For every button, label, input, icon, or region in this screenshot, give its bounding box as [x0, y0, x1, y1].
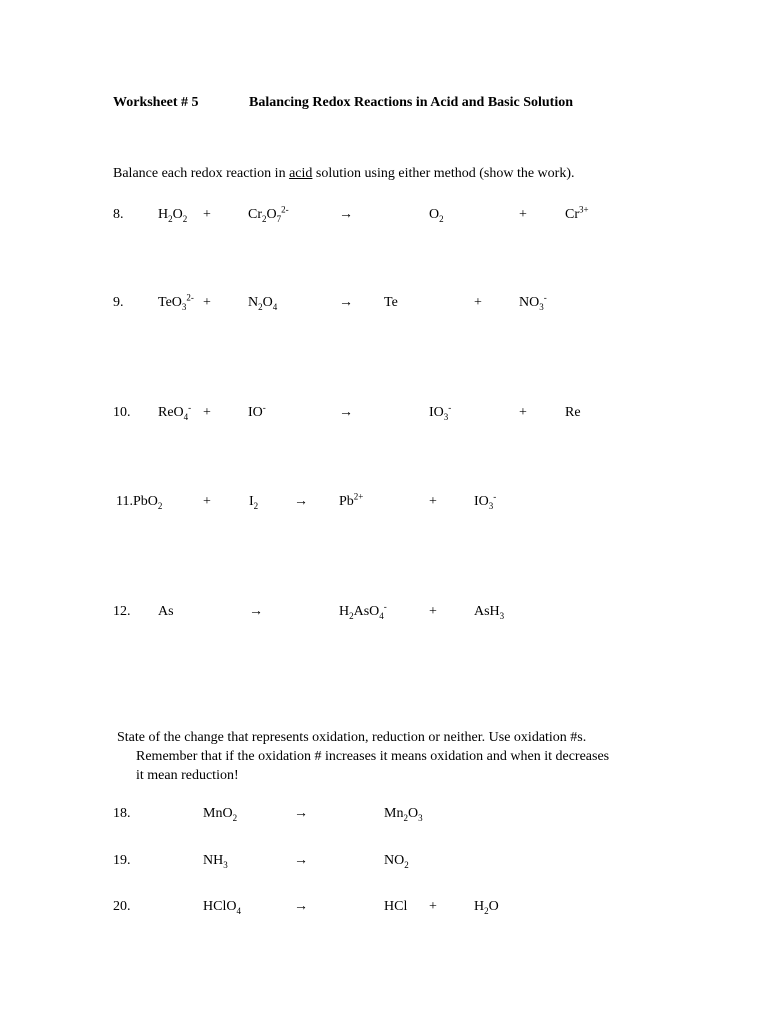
- q19-product: $NO_2$: [384, 853, 409, 870]
- q9-product-1: Te: [384, 295, 398, 310]
- worksheet-title: Balancing Redox Reactions in Acid and Basic Solution: [249, 95, 574, 110]
- q12-plus: +: [429, 604, 437, 619]
- q8-arrow: →: [339, 207, 353, 222]
- worksheet-label: Worksheet # 5: [113, 95, 199, 110]
- q10-reactant-1: ReO$_4$-: [158, 402, 192, 422]
- q10-plus-1: +: [203, 405, 211, 420]
- question-12-number: 12.: [113, 604, 131, 619]
- q20-product-1: HCl: [384, 899, 408, 914]
- question-10-number: 10.: [113, 405, 131, 420]
- q10-arrow: →: [339, 405, 353, 420]
- q8-product-2: $Cr^{3+}$: [565, 204, 589, 222]
- q11-reactant-1: PbO$_2$: [132, 494, 163, 511]
- q11-product-2: $IO_3^-$: [474, 491, 497, 511]
- q10-product-2: Re: [565, 405, 581, 420]
- q12-reactant-1: As: [158, 604, 174, 619]
- question-8-number: 8.: [113, 207, 124, 222]
- q8-reactant-1: $H_2O_2$: [158, 207, 188, 224]
- q9-plus-2: +: [474, 295, 482, 310]
- q20-plus: +: [429, 899, 437, 914]
- acid-instruction: Balance each redox reaction in acid solution using either method (show the work).: [113, 166, 575, 181]
- q11-plus-1: +: [203, 494, 211, 509]
- q20-arrow: →: [294, 899, 308, 914]
- q20-reactant: HClO$_4$: [203, 899, 241, 916]
- q9-product-2: $NO_3^-$: [519, 292, 547, 312]
- q12-product-1: $H_2AsO_4^-$: [339, 601, 387, 621]
- q8-plus-1: +: [203, 207, 211, 222]
- oxidation-instructions-line-3: it mean reduction!: [136, 768, 239, 783]
- q9-plus-1: +: [203, 295, 211, 310]
- acid-underlined: acid: [289, 166, 313, 181]
- q18-product: $Mn_2O_3$: [384, 806, 423, 823]
- q9-reactant-1: TeO$_3^{2-}$: [158, 292, 194, 312]
- q11-arrow: →: [294, 494, 308, 509]
- q18-reactant: MnO$_2$: [203, 806, 238, 823]
- q8-plus-2: +: [519, 207, 527, 222]
- q11-plus-2: +: [429, 494, 437, 509]
- q12-product-2: AsH$_3$: [474, 604, 505, 621]
- q19-reactant: $NH_3$: [203, 853, 228, 870]
- q18-arrow: →: [294, 806, 308, 821]
- q8-reactant-2: $Cr_2O_7^{2-}$: [248, 204, 289, 224]
- q8-product-1: $O_2$: [429, 207, 444, 224]
- question-9-number: 9.: [113, 295, 124, 310]
- question-20-number: 20.: [113, 899, 131, 914]
- q9-reactant-2: $N_2O_4$: [248, 295, 278, 312]
- question-11-number: 11.: [116, 494, 133, 509]
- q19-arrow: →: [294, 853, 308, 868]
- q20-product-2: $H_2O$: [474, 899, 499, 916]
- oxidation-instructions: [117, 728, 677, 785]
- oxidation-instructions-line-2: Remember that if the oxidation # increases it means oxidation and when it decreases: [136, 749, 610, 764]
- question-11: [116, 494, 162, 510]
- oxidation-instructions-line-1: State of the change that represents oxidation, reduction or neither. Use oxidation #s.: [117, 730, 587, 745]
- q10-product-1: $IO_3^-$: [429, 402, 452, 422]
- q9-arrow: →: [339, 295, 353, 310]
- q11-reactant-2: $I_2$: [249, 494, 259, 511]
- q10-reactant-2: IO-: [248, 402, 266, 420]
- q10-plus-2: +: [519, 405, 527, 420]
- question-19-number: 19.: [113, 853, 131, 868]
- question-18-number: 18.: [113, 806, 131, 821]
- q11-product-1: $Pb^{2+}$: [339, 491, 364, 509]
- q12-arrow: →: [249, 604, 263, 619]
